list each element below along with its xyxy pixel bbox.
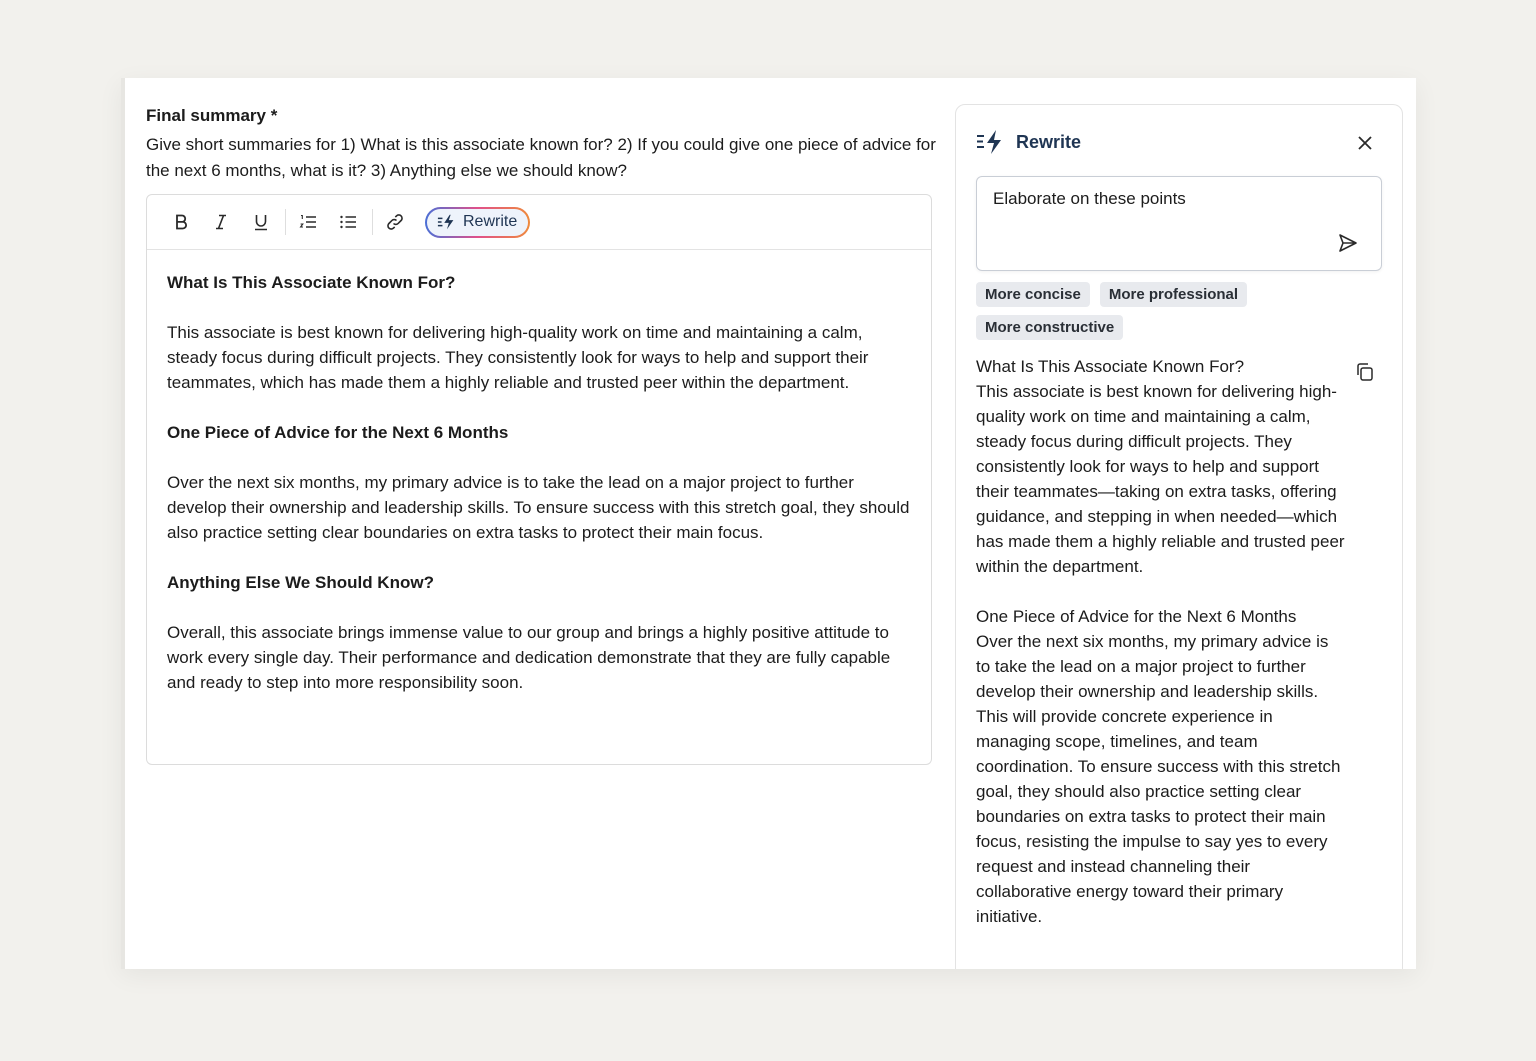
bullet-list-button[interactable] xyxy=(332,206,364,238)
send-button[interactable] xyxy=(1337,232,1359,254)
bullet-list-icon xyxy=(338,212,358,232)
field-label: Final summary * xyxy=(146,106,278,125)
toolbar-divider xyxy=(372,209,373,235)
rewrite-result xyxy=(976,354,1346,929)
chip-more-concise[interactable]: More concise xyxy=(976,282,1090,307)
editor-heading-anything-else: Anything Else We Should Know? xyxy=(167,573,434,592)
editor-paragraph-known-for: This associate is best known for delivering high-quality work on time and maintaining a calm, steady focus during difficult projects. They consistently look for ways to help and support their teammates, which has made them a highly reliable and trusted peer within the department. xyxy=(167,323,869,392)
italic-button[interactable] xyxy=(205,206,237,238)
chip-more-professional[interactable]: More professional xyxy=(1100,282,1247,307)
rewrite-prompt-box[interactable] xyxy=(976,176,1382,271)
result-paragraph-advice: Over the next six months, my primary advice is to take the lead on a major project to further develop their ownership and leadership skills. This will provide concrete experience in managing scope, timelines, and team coordination. To ensure success with this stretch goal, they should also practice setting clear boundaries on extra tasks to protect their main focus, resisting the impulse to say yes to every request and instead channeling their collaborative energy toward their primary initiative. xyxy=(976,632,1341,926)
panel-title: Rewrite xyxy=(1016,131,1082,152)
lightning-rewrite-icon xyxy=(976,129,1006,155)
close-button[interactable] xyxy=(1354,132,1376,154)
copy-button[interactable] xyxy=(1354,361,1376,383)
bold-button[interactable] xyxy=(165,206,197,238)
italic-icon xyxy=(211,212,231,232)
close-icon xyxy=(1354,132,1376,154)
panel-header xyxy=(976,129,1081,155)
ordered-list-icon xyxy=(298,212,318,232)
ordered-list-button[interactable] xyxy=(292,206,324,238)
field-help-text: Give short summaries for 1) What is this associate known for? 2) If you could give one piece of advice for the next 6 months, what is it? 3) Anything else we should know? xyxy=(146,135,936,180)
editor-paragraph-anything-else: Overall, this associate brings immense value to our group and brings a highly positive attitude to work every single day. Their performance and dedication demonstrate that they are fully capable and ready to step into more responsibility soon. xyxy=(167,623,891,692)
lightning-rewrite-icon xyxy=(437,213,457,231)
result-heading-advice: One Piece of Advice for the Next 6 Months xyxy=(976,607,1297,626)
send-icon xyxy=(1337,232,1359,254)
rewrite-button[interactable] xyxy=(425,207,530,238)
copy-icon xyxy=(1354,361,1376,383)
editor-paragraph-advice: Over the next six months, my primary advice is to take the lead on a major project to further develop their ownership and leadership skills. To ensure success with this stretch goal, they should also practice setting clear boundaries on extra tasks to protect their main focus. xyxy=(167,473,910,542)
suggestion-chips xyxy=(976,282,1296,340)
editor-toolbar xyxy=(147,195,931,250)
underline-icon xyxy=(251,212,271,232)
rewrite-prompt-input[interactable] xyxy=(993,189,1323,209)
chip-more-constructive[interactable]: More constructive xyxy=(976,315,1123,340)
editor-heading-advice: One Piece of Advice for the Next 6 Months xyxy=(167,423,509,442)
bold-icon xyxy=(171,212,191,232)
link-icon xyxy=(385,212,405,232)
rewrite-panel xyxy=(955,104,1403,969)
editor-heading-known-for: What Is This Associate Known For? xyxy=(167,273,456,292)
toolbar-divider xyxy=(285,209,286,235)
result-heading-known-for: What Is This Associate Known For? xyxy=(976,357,1245,376)
result-paragraph-known-for: This associate is best known for delivering high-quality work on time and maintaining a calm, steady focus during difficult projects. They consistently look for ways to help and support their teammates—taking on extra tasks, offering guidance, and stepping in when needed—which has made them a highly reliable and trusted peer within the department. xyxy=(976,382,1345,576)
link-button[interactable] xyxy=(379,206,411,238)
rewrite-button-label: Rewrite xyxy=(463,213,518,230)
underline-button[interactable] xyxy=(245,206,277,238)
review-card xyxy=(121,78,1416,969)
editor-content[interactable] xyxy=(147,250,931,695)
rich-text-editor[interactable] xyxy=(146,194,932,765)
